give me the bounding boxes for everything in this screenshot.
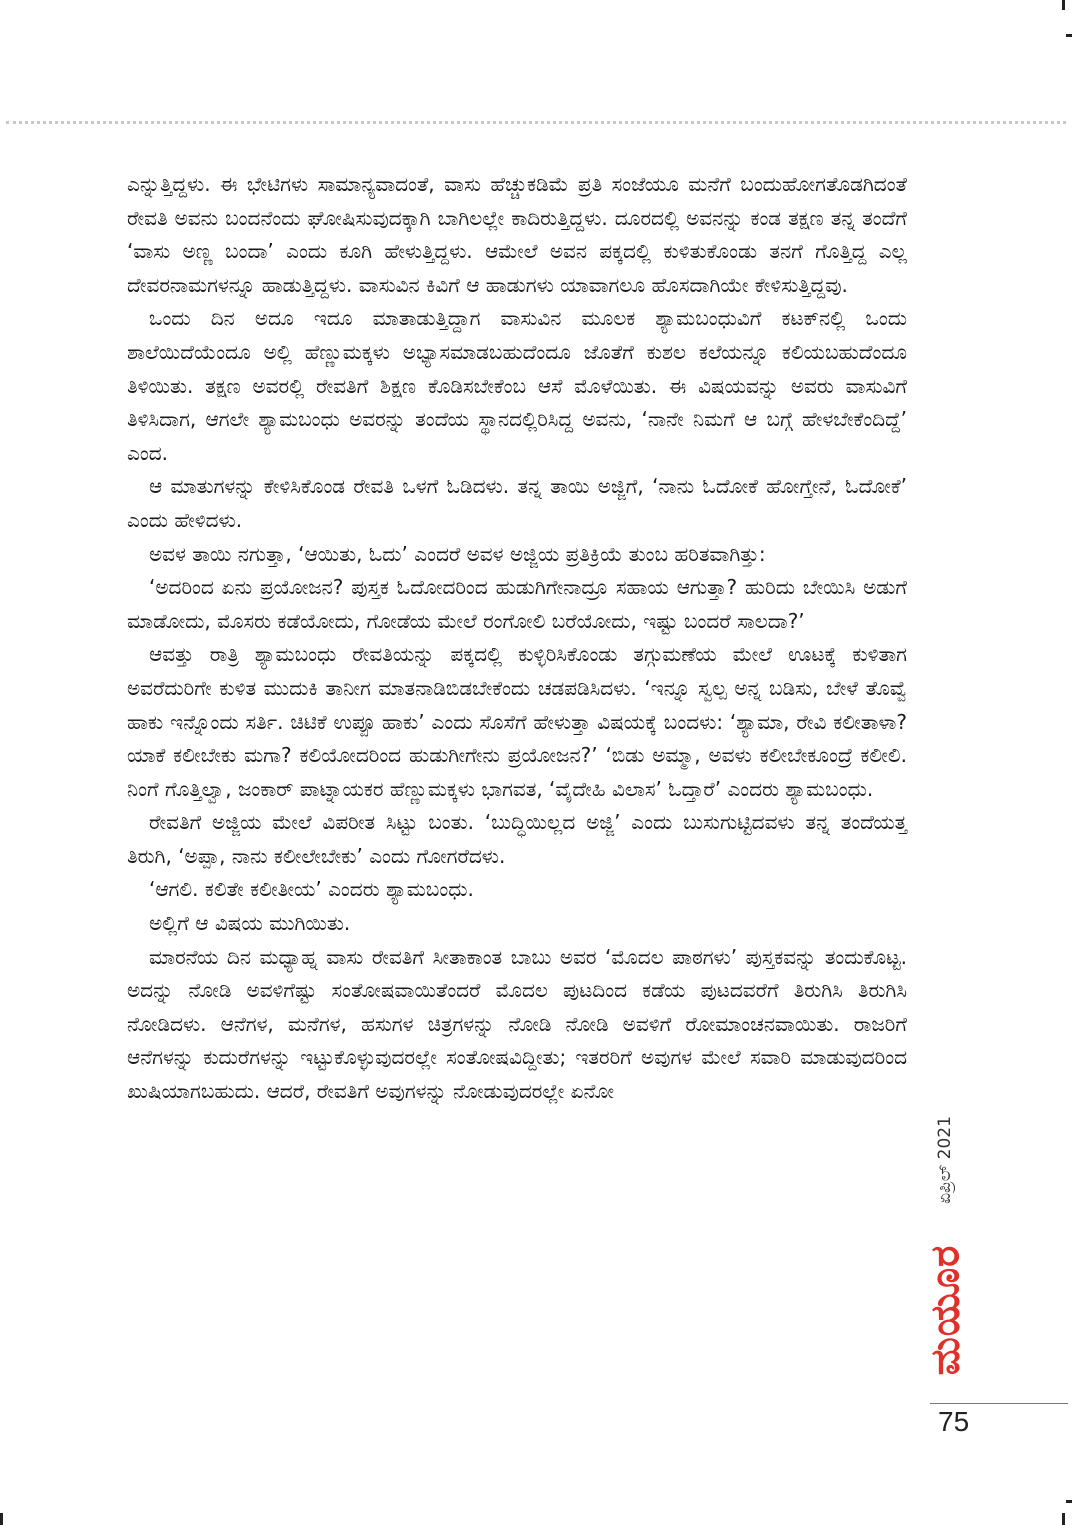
paragraph-2: ಒಂದು ದಿನ ಅದೂ ಇದೂ ಮಾತಾಡುತ್ತಿದ್ದಾಗ ವಾಸುವಿನ ಮೂಲಕ ಶ್ಯಾಮಬಂಧುವಿಗೆ ಕಟಕ್‌ನಲ್ಲಿ ಒಂದು ಶಾಲೆಯಿದೆಯೆಂದೂ ಅಲ್ಲಿ ಹೆಣ್ಣುಮಕ್ಕಳು ಅಭ್ಯಾಸಮಾಡಬಹುದೆಂದೂ ಜೊತೆಗೆ ಕುಶಲ ಕಲೆಯನ್ನೂ ಕಲಿಯಬಹುದೆಂದೂ ತಿಳಿಯಿತು. ತಕ್ಷಣ ಅವರಲ್ಲಿ ರೇವತಿಗೆ ಶಿಕ್ಷಣ ಕೊಡಿಸಬೇಕೆಂಬ ಆಸೆ ಮೊಳೆಯಿತು. ಈ ವಿಷಯವನ್ನು ಅವರು ವಾಸುವಿಗೆ ತಿಳಿಸಿದಾಗ, ಆಗಲೇ ಶ್ಯಾಮಬಂಧು ಅವರನ್ನು ತಂದೆಯ ಸ್ಥಾನದಲ್ಲಿರಿಸಿದ್ದ ಅವನು, ‘ನಾನೇ ನಿಮಗೆ ಆ ಬಗ್ಗೆ ಹೇಳಬೇಕೆಂದಿದ್ದೆ’ ಎಂದ. <box>127 306 907 465</box>
magazine-logo <box>922 1230 968 1390</box>
article-body <box>127 168 907 1109</box>
page-number: 75 <box>938 1406 970 1437</box>
crop-mark-bottom-right <box>1062 1513 1065 1525</box>
paragraph-4: ಅವಳ ತಾಯಿ ನಗುತ್ತಾ, ‘ಆಯಿತು, ಓದು’ ಎಂದರೆ ಅವಳ ಅಜ್ಜಿಯ ಪ್ರತಿಕ್ರಿಯೆ ತುಂಬ ಹರಿತವಾಗಿತ್ತು: <box>149 541 766 566</box>
paragraph-1: ಎನ್ನುತ್ತಿದ್ದಳು. ಈ ಭೇಟಿಗಳು ಸಾಮಾನ್ಯವಾದಂತೆ, ವಾಸು ಹೆಚ್ಚುಕಡಿಮೆ ಪ್ರತಿ ಸಂಜೆಯೂ ಮನೆಗೆ ಬಂದುಹೋಗತೊಡಗಿದಂತೆ ರೇವತಿ ಅವನು ಬಂದನೆಂದು ಘೋಷಿಸುವುದಕ್ಕಾಗಿ ಬಾಗಿಲಲ್ಲೇ ಕಾದಿರುತ್ತಿದ್ದಳು. ದೂರದಲ್ಲಿ ಅವನನ್ನು ಕಂಡ ತಕ್ಷಣ ತನ್ನ ತಂದೆಗೆ ‘ವಾಸು ಅಣ್ಣ ಬಂದಾ’ ಎಂದು ಕೂಗಿ ಹೇಳುತ್ತಿದ್ದಳು. ಆಮೇಲೆ ಅವನ ಪಕ್ಕದಲ್ಲಿ ಕುಳಿತುಕೊಂಡು ತನಗೆ ಗೊತ್ತಿದ್ದ ಎಲ್ಲ ದೇವರನಾಮಗಳನ್ನೂ ಹಾಡುತ್ತಿದ್ದಳು. ವಾಸುವಿನ ಕಿವಿಗೆ ಆ ಹಾಡುಗಳು ಯಾವಾಗಲೂ ಹೊಸದಾಗಿಯೇ ಕೇಳಿಸುತ್ತಿದ್ದವು. <box>127 172 907 297</box>
paragraph-8: ‘ಆಗಲಿ. ಕಲಿತೇ ಕಲೀತೀಯ’ ಎಂದರು ಶ್ಯಾಮಬಂಧು. <box>149 877 474 902</box>
crop-mark-top-right <box>1062 0 1065 10</box>
paragraph-6: ಆವತ್ತು ರಾತ್ರಿ ಶ್ಯಾಮಬಂಧು ರೇವತಿಯನ್ನು ಪಕ್ಕದಲ್ಲಿ ಕುಳ್ಳಿರಿಸಿಕೊಂಡು ತಗ್ಗುಮಣೆಯ ಮೇಲೆ ಊಟಕ್ಕೆ ಕುಳಿತಾಗ ಅವರೆದುರಿಗೇ ಕುಳಿತ ಮುದುಕಿ ತಾನೀಗ ಮಾತನಾಡಿಬಿಡಬೇಕೆಂದು ಚಡಪಡಿಸಿದಳು. ‘ಇನ್ನೂ ಸ್ವಲ್ಪ ಅನ್ನ ಬಡಿಸು, ಬೇಳೆ ತೊವ್ವೆ ಹಾಕು ಇನ್ನೊಂದು ಸರ್ತಿ. ಚಿಟಿಕೆ ಉಪ್ಪೂ ಹಾಕು’ ಎಂದು ಸೊಸೆಗೆ ಹೇಳುತ್ತಾ ವಿಷಯಕ್ಕೆ ಬಂದಳು: ‘ಶ್ಯಾಮಾ, ರೇವಿ ಕಲೀತಾಳಾ? ಯಾಕೆ ಕಲೀಬೇಕು ಮಗಾ? ಕಲಿಯೋದರಿಂದ ಹುಡುಗೀಗೇನು ಪ್ರಯೋಜನ?’ ‘ಬಿಡು ಅಮ್ಮಾ, ಅವಳು ಕಲೀಬೇಕೂಂದ್ರೆ ಕಲೀಲಿ. ನಿಂಗೆ ಗೊತ್ತಿಲ್ವಾ, ಜಂಕಾರ್ ಪಾಟ್ನಾಯಕರ ಹೆಣ್ಣುಮಕ್ಕಳು ಭಾಗವತ, ‘ವೈದೇಹಿ ವಿಲಾಸ’ ಓದ್ತಾರೆ’ ಎಂದರು ಶ್ಯಾಮಬಂಧು. <box>127 642 907 801</box>
magazine-name: ಮಯೂರ <box>922 1244 968 1376</box>
footer-rule <box>930 1403 1068 1404</box>
crop-mark-bottom-right-tick <box>1066 1500 1072 1503</box>
paragraph-10: ಮಾರನೆಯ ದಿನ ಮಧ್ಯಾಹ್ನ ವಾಸು ರೇವತಿಗೆ ಸೀತಾಕಾಂತ ಬಾಬು ಅವರ ‘ಮೊದಲ ಪಾಠಗಳು’ ಪುಸ್ತಕವನ್ನು ತಂದುಕೊಟ್ಟ. ಅದನ್ನು ನೋಡಿ ಅವಳಿಗೆಷ್ಟು ಸಂತೋಷವಾಯಿತೆಂದರೆ ಮೊದಲ ಪುಟದಿಂದ ಕಡೆಯ ಪುಟದವರೆಗೆ ತಿರುಗಿಸಿ ತಿರುಗಿಸಿ ನೋಡಿದಳು. ಆನೆಗಳ, ಮನೆಗಳ, ಹಸುಗಳ ಚಿತ್ರಗಳನ್ನು ನೋಡಿ ನೋಡಿ ಅವಳಿಗೆ ರೋಮಾಂಚನವಾಯಿತು. ರಾಜರಿಗೆ ಆನೆಗಳನ್ನು ಕುದುರೆಗಳನ್ನು ಇಟ್ಟುಕೊಳ್ಳುವುದರಲ್ಲೇ ಸಂತೋಷವಿದ್ದೀತು; ಇತರರಿಗೆ ಅವುಗಳ ಮೇಲೆ ಸವಾರಿ ಮಾಡುವುದರಿಂದ ಖುಷಿಯಾಗಬಹುದು. ಆದರೆ, ರೇವತಿಗೆ ಅವುಗಳನ್ನು ನೋಡುವುದರಲ್ಲೇ ಏನೋ <box>127 944 907 1104</box>
paragraph-9: ಅಲ್ಲಿಗೆ ಆ ವಿಷಯ ಮುಗಿಯಿತು. <box>149 911 351 936</box>
paragraph-7: ರೇವತಿಗೆ ಅಜ್ಜಿಯ ಮೇಲೆ ವಿಪರೀತ ಸಿಟ್ಟು ಬಂತು. ‘ಬುದ್ಧಿಯಿಲ್ಲದ ಅಜ್ಜಿ’ ಎಂದು ಬುಸುಗುಟ್ಟಿದವಳು ತನ್ನ ತಂದೆಯತ್ತ ತಿರುಗಿ, ‘ಅಪ್ಪಾ, ನಾನು ಕಲೀಲೇಬೇಕು’ ಎಂದು ಗೋಗರೆದಳು. <box>127 810 907 868</box>
header-dotted-rule <box>6 121 1066 124</box>
paragraph-5: ‘ಅದರಿಂದ ಏನು ಪ್ರಯೋಜನ? ಪುಸ್ತಕ ಓದೋದರಿಂದ ಹುಡುಗಿಗೇನಾದ್ರೂ ಸಹಾಯ ಆಗುತ್ತಾ? ಹುರಿದು ಬೇಯಿಸಿ ಅಡುಗೆ ಮಾಡೋದು, ಮೊಸರು ಕಡೆಯೋದು, ಗೋಡೆಯ ಮೇಲೆ ರಂಗೋಲಿ ಬರೆಯೋದು, ಇಷ್ಟು ಬಂದರೆ ಸಾಲದಾ?’ <box>127 575 907 633</box>
crop-mark-top-right-tick <box>1066 34 1072 37</box>
issue-date-text: ಏಪ್ರಿಲ್ 2021 <box>935 1116 955 1204</box>
paragraph-3: ಆ ಮಾತುಗಳನ್ನು ಕೇಳಿಸಿಕೊಂಡ ರೇವತಿ ಒಳಗೆ ಓಡಿದಳು. ತನ್ನ ತಾಯಿ ಅಜ್ಜಿಗೆ, ‘ನಾನು ಓದೋಕೆ ಹೋಗ್ತೇನೆ, ಓದೋಕೆ’ ಎಂದು ಹೇಳಿದಳು. <box>127 474 907 532</box>
issue-date <box>930 1100 960 1220</box>
crop-mark-bottom-left <box>0 1513 3 1525</box>
